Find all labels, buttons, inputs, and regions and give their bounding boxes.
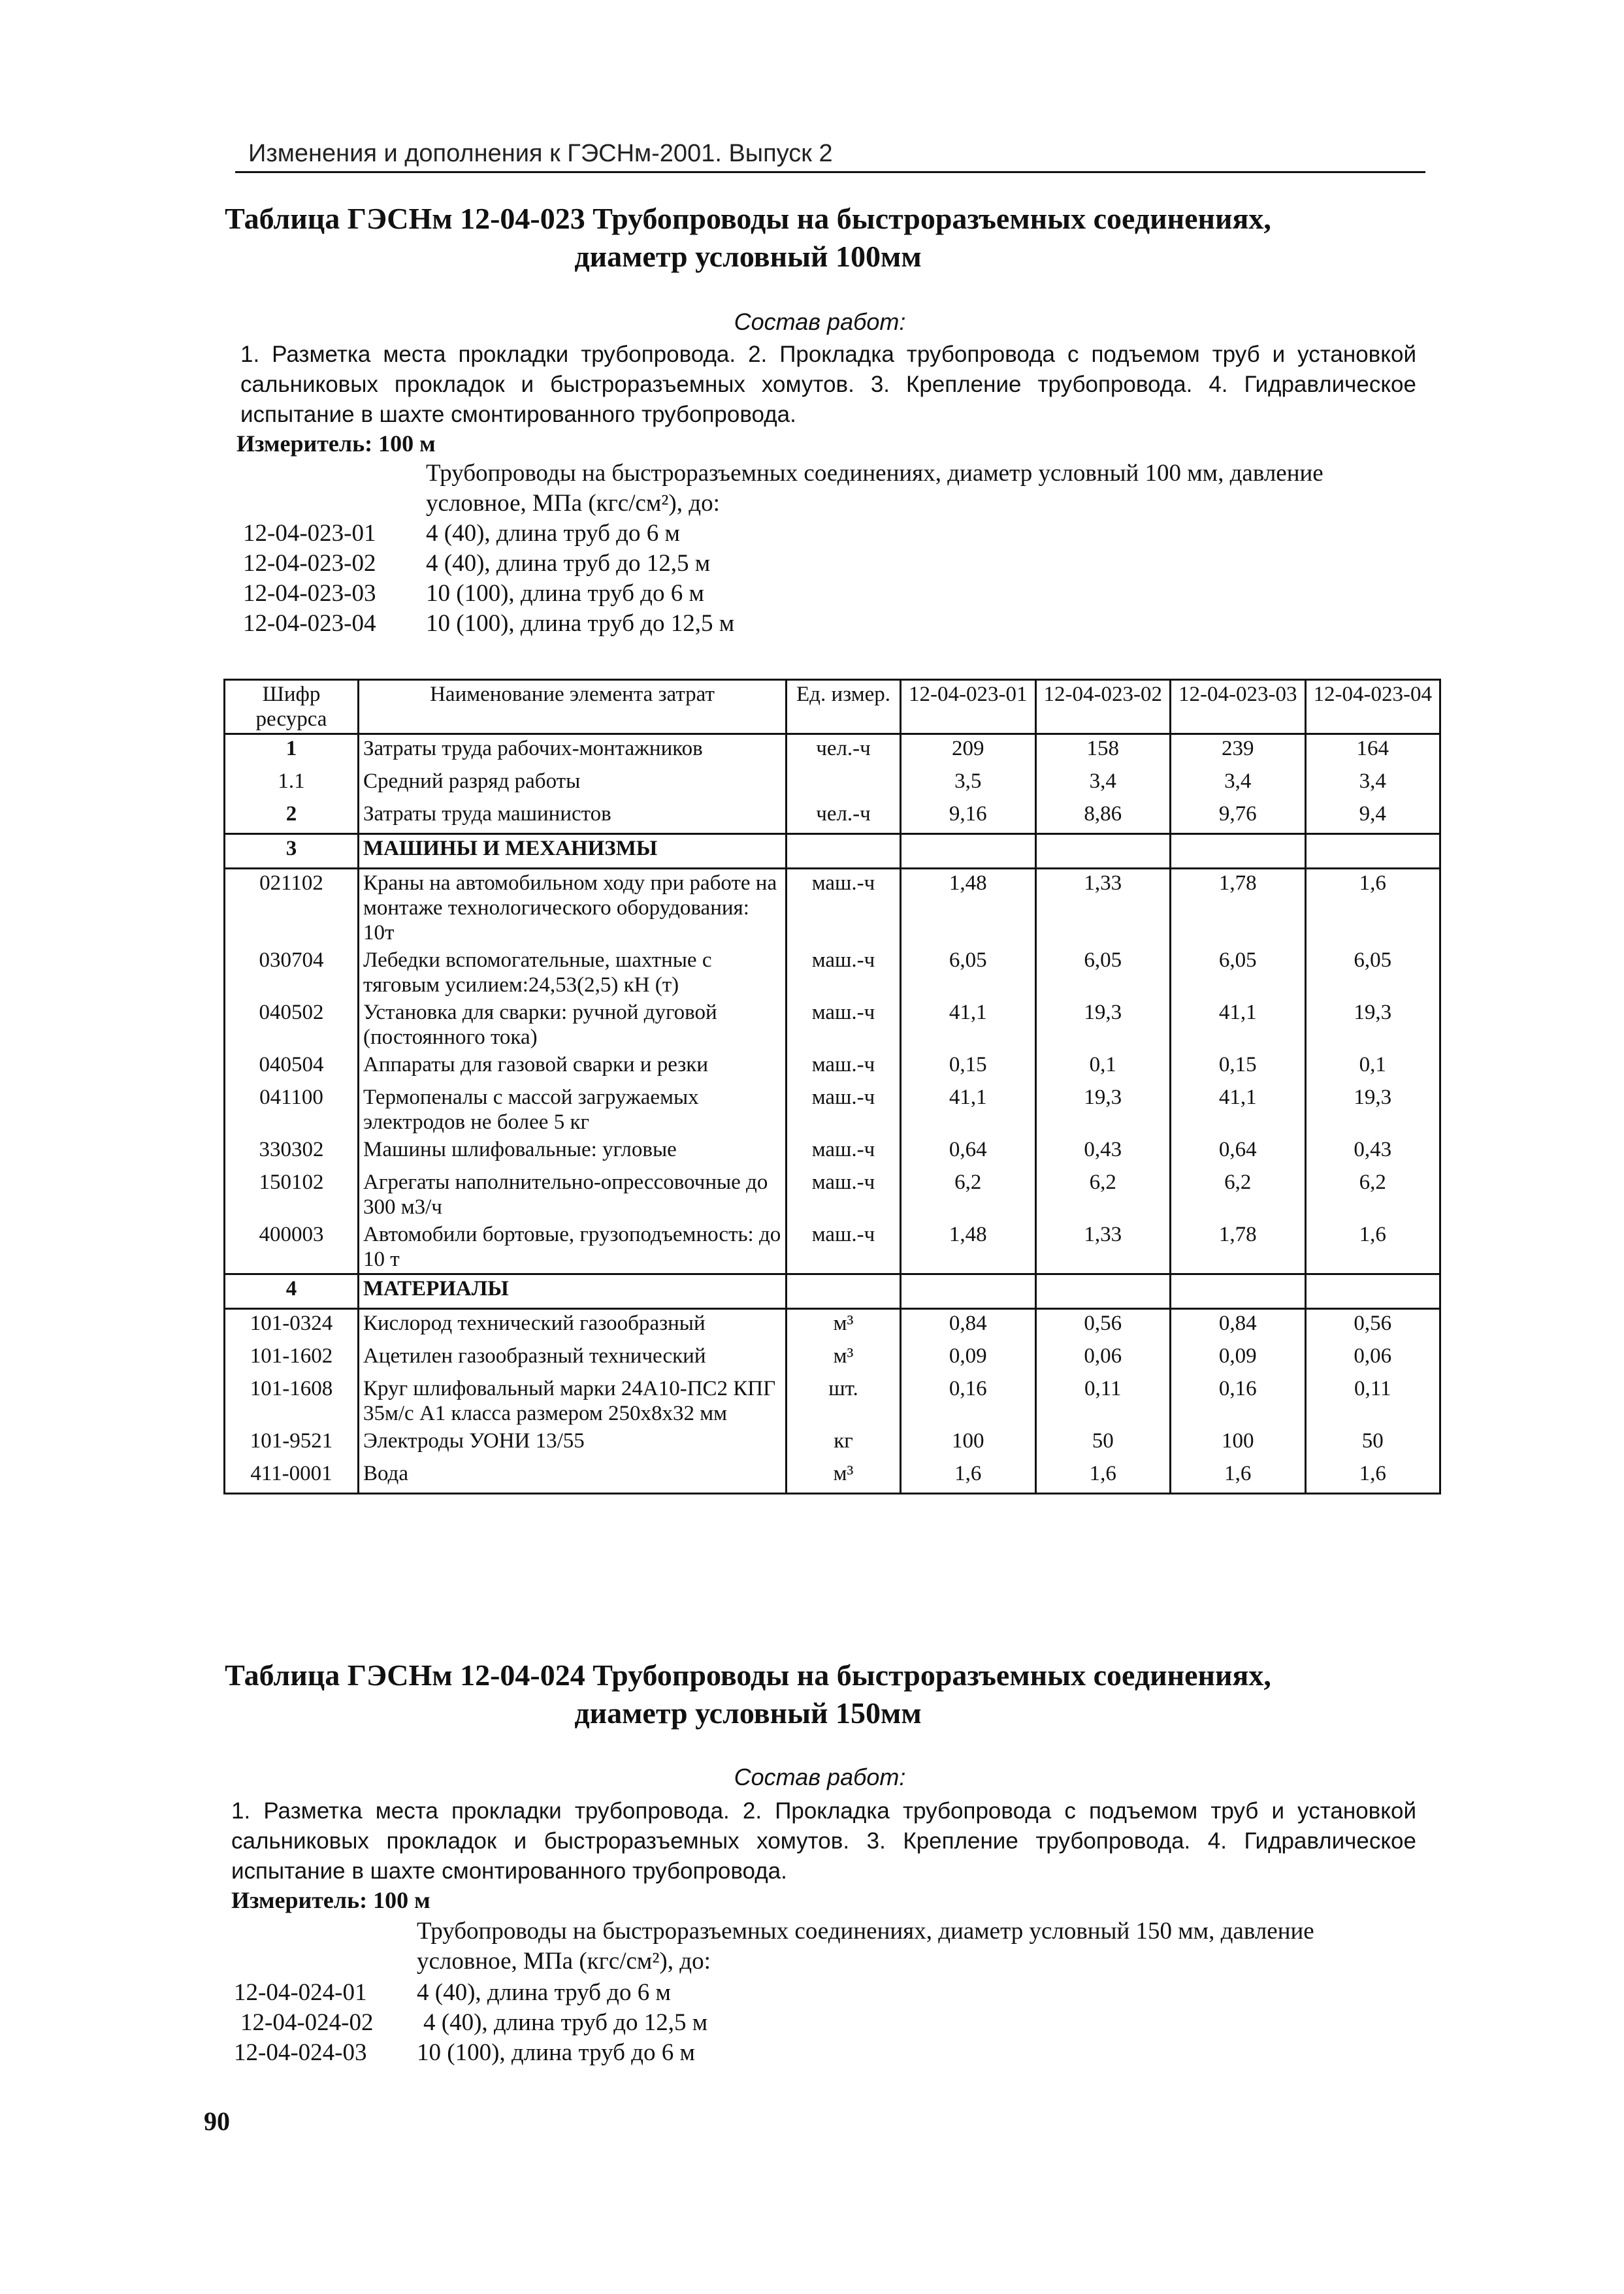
cell-name: Затраты труда машинистов [359,800,787,834]
cell-name: Кислород технический газообразный [359,1309,787,1343]
cell-v2: 6,05 [1035,946,1171,999]
cell-v1: 0,15 [901,1051,1036,1084]
cell-v3: 100 [1171,1427,1306,1460]
cell-name: Агрегаты наполнительно-опрессовочные до 300 м3/ч [359,1169,787,1221]
table-row [225,1221,1440,1274]
cell-v3: 3,4 [1171,767,1306,800]
table-header-row [225,680,1440,734]
cell-v1: 6,2 [901,1169,1036,1221]
cell-code: 1 [225,734,359,768]
cell-v1: 0,16 [901,1375,1036,1427]
cell-code: 040504 [225,1051,359,1084]
cell-v3: 1,78 [1171,1221,1306,1274]
cell-unit: чел.-ч [787,800,901,834]
table2-composition-heading: Состав работ: [734,1764,906,1790]
cell-v3: 0,84 [1171,1309,1306,1343]
cell-v2: 19,3 [1035,1084,1171,1136]
cell-v4: 0,1 [1305,1051,1440,1084]
table-row [225,800,1440,834]
table1-variants-intro: Трубопроводы на быстроразъемных соединениях, диаметр условный 100 мм, давление условное, МПа (кгс/см²), до: [426,460,1324,517]
cell-v2: 1,33 [1035,1221,1171,1274]
cell-v2: 6,2 [1035,1169,1171,1221]
cell-code: 411-0001 [225,1460,359,1494]
cell-v1: 0,84 [901,1309,1036,1343]
variant-code: 12-04-023-01 [243,520,376,547]
cell-code: 101-1608 [225,1375,359,1427]
variant-desc: 10 (100), длина труб до 6 м [426,580,704,607]
variant-desc: 10 (100), длина труб до 12,5 м [426,610,735,637]
cell-v2: 0,56 [1035,1309,1171,1343]
cell-v1: 9,16 [901,800,1036,834]
section-heading-machines: МАШИНЫ И МЕХАНИЗМЫ [359,834,787,869]
cell-v4: 6,05 [1305,946,1440,999]
running-header: Изменения и дополнения к ГЭСНм-2001. Выпуск 2 [248,140,833,167]
col-header-unit: Ед. измер. [787,680,901,734]
cell-unit: кг [787,1427,901,1460]
cell-name: Краны на автомобильном ходу при работе на монтаже технологического оборудования: 10т [359,869,787,947]
cell-v3 [1171,834,1306,869]
page-number: 90 [204,2107,230,2136]
table-row [225,734,1440,768]
cell-v1: 3,5 [901,767,1036,800]
cell-v4: 50 [1305,1427,1440,1460]
table1-composition-heading: Состав работ: [734,308,906,335]
table1-composition-text: 1. Разметка места прокладки трубопровода. 2. Прокладка трубопровода с подъемом труб и установкой сальниковых прокладок и быстроразъемных хомутов. 3. Крепление трубопровода. 4. Гидравлическое испытание в шахте смонтированного трубопровода. [240,342,1416,427]
cell-unit: маш.-ч [787,1136,901,1169]
table1-variant-row [243,609,734,639]
cell-v3: 6,05 [1171,946,1306,999]
variant-code: 12-04-023-02 [243,550,376,577]
cell-name: Ацетилен газообразный технический [359,1342,787,1375]
cell-v4 [1305,834,1440,869]
table2-variants-intro: Трубопроводы на быстроразъемных соединениях, диаметр условный 150 мм, давление условное, МПа (кгс/см²), до: [417,1918,1314,1975]
table-row [225,1427,1440,1460]
cell-v2: 0,1 [1035,1051,1171,1084]
cell-v2: 3,4 [1035,767,1171,800]
variant-desc: 4 (40), длина труб до 12,5 м [426,550,711,577]
variant-code: 12-04-023-04 [243,610,376,637]
cell-code: 2 [225,800,359,834]
cell-code: 101-9521 [225,1427,359,1460]
table-row [225,869,1440,947]
table-row [225,1309,1440,1343]
cell-v3: 0,09 [1171,1342,1306,1375]
table2-variant-row [234,1978,671,2008]
cell-unit: маш.-ч [787,1084,901,1136]
table-row [225,946,1440,999]
table-row [225,999,1440,1051]
cell-v4: 0,43 [1305,1136,1440,1169]
table1-title-line1: Таблица ГЭСНм 12-04-023 Трубопроводы на быстроразъемных соединениях, [225,202,1271,235]
cell-code: 101-0324 [225,1309,359,1343]
table1-variant-row [243,549,710,579]
cell-v4: 0,06 [1305,1342,1440,1375]
cell-v1: 1,48 [901,1221,1036,1274]
cell-unit: маш.-ч [787,1051,901,1084]
cell-v1: 1,48 [901,869,1036,947]
cell-code: 400003 [225,1221,359,1274]
cell-code: 1.1 [225,767,359,800]
cell-code: 330302 [225,1136,359,1169]
cell-v3: 0,64 [1171,1136,1306,1169]
col-header-v2: 12-04-023-02 [1035,680,1171,734]
variant-code: 12-04-024-03 [234,2039,367,2066]
cell-unit: маш.-ч [787,1221,901,1274]
cell-code: 150102 [225,1169,359,1221]
table1-meter-value: 100 м [378,430,436,457]
cell-v1: 6,05 [901,946,1036,999]
cell-v3: 41,1 [1171,1084,1306,1136]
resource-table [223,679,1441,1494]
cell-v4: 164 [1305,734,1440,768]
cell-v4: 6,2 [1305,1169,1440,1221]
table2-title-line2: диаметр условный 150мм [574,1696,922,1730]
header-rule [235,171,1425,173]
cell-name: Электроды УОНИ 13/55 [359,1427,787,1460]
cell-unit: маш.-ч [787,999,901,1051]
cell-code: 021102 [225,869,359,947]
cell-v3: 6,2 [1171,1169,1306,1221]
cell-v1: 1,6 [901,1460,1036,1494]
cell-unit: маш.-ч [787,1169,901,1221]
cell-v4: 1,6 [1305,1460,1440,1494]
cell-v1: 41,1 [901,999,1036,1051]
cell-unit [787,767,901,800]
cell-name: Термопеналы с массой загружаемых электродов не более 5 кг [359,1084,787,1136]
cell-v2: 19,3 [1035,999,1171,1051]
cell-v3: 41,1 [1171,999,1306,1051]
table-row [225,1084,1440,1136]
table-section-row [225,1274,1440,1309]
cell-v1: 209 [901,734,1036,768]
cell-v3: 239 [1171,734,1306,768]
cell-code: 041100 [225,1084,359,1136]
cell-v1: 41,1 [901,1084,1036,1136]
cell-unit: м³ [787,1460,901,1494]
cell-v3: 9,76 [1171,800,1306,834]
table1-title [216,200,1280,276]
cell-v1: 0,09 [901,1342,1036,1375]
table1-title-line2: диаметр условный 100мм [574,240,922,273]
cell-name: Лебедки вспомогательные, шахтные с тяговым усилием:24,53(2,5) кН (т) [359,946,787,999]
cell-v4: 0,11 [1305,1375,1440,1427]
col-header-v1: 12-04-023-01 [901,680,1036,734]
cell-v4: 19,3 [1305,999,1440,1051]
table-row [225,1375,1440,1427]
cell-code: 030704 [225,946,359,999]
variant-desc: 4 (40), длина труб до 12,5 м [423,2009,708,2036]
cell-v2: 1,6 [1035,1460,1171,1494]
cell-code: 4 [225,1274,359,1309]
cell-code: 040502 [225,999,359,1051]
table-row [225,1051,1440,1084]
cell-v2 [1035,1274,1171,1309]
cell-v1 [901,834,1036,869]
cell-v3: 0,16 [1171,1375,1306,1427]
table2-variant-row [240,2008,707,2038]
cell-unit: маш.-ч [787,869,901,947]
cell-code: 101-1602 [225,1342,359,1375]
table2-title [216,1656,1280,1732]
cell-v1 [901,1274,1036,1309]
cell-name: Установка для сварки: ручной дуговой (постоянного тока) [359,999,787,1051]
table1-meter-label: Измеритель: [236,430,373,457]
table1-variant-row [243,519,680,549]
cell-v3: 1,78 [1171,869,1306,947]
cell-name: Затраты труда рабочих-монтажников [359,734,787,768]
cell-name: Автомобили бортовые, грузоподъемность: до 10 т [359,1221,787,1274]
table-row [225,767,1440,800]
cell-unit: маш.-ч [787,946,901,999]
cell-unit [787,1274,901,1309]
cell-unit [787,834,901,869]
table-row [225,1136,1440,1169]
cell-unit: м³ [787,1342,901,1375]
cell-code: 3 [225,834,359,869]
col-header-code: Шифр ресурса [225,680,359,734]
cell-v1: 100 [901,1427,1036,1460]
col-header-name: Наименование элемента затрат [359,680,787,734]
variant-code: 12-04-023-03 [243,580,376,607]
cell-v3 [1171,1274,1306,1309]
cell-unit: шт. [787,1375,901,1427]
cell-v2: 1,33 [1035,869,1171,947]
cell-v2: 0,43 [1035,1136,1171,1169]
cell-name: Вода [359,1460,787,1494]
cell-v2: 0,11 [1035,1375,1171,1427]
table-row [225,1169,1440,1221]
cell-v4: 3,4 [1305,767,1440,800]
cell-v2 [1035,834,1171,869]
cell-v4: 19,3 [1305,1084,1440,1136]
variant-desc: 4 (40), длина труб до 6 м [417,1979,671,2006]
table2-meter-label: Измеритель: [231,1887,368,1913]
cell-v3: 0,15 [1171,1051,1306,1084]
table-row [225,1342,1440,1375]
cell-v3: 1,6 [1171,1460,1306,1494]
table2-variant-row [234,2038,695,2068]
cell-unit: м³ [787,1309,901,1343]
cell-unit: чел.-ч [787,734,901,768]
variant-desc: 4 (40), длина труб до 6 м [426,520,680,547]
col-header-v3: 12-04-023-03 [1171,680,1306,734]
cell-name: Средний разряд работы [359,767,787,800]
cell-v2: 50 [1035,1427,1171,1460]
cell-v4: 1,6 [1305,1221,1440,1274]
table1-meter [236,430,436,457]
table2-title-line1: Таблица ГЭСНм 12-04-024 Трубопроводы на быстроразъемных соединениях, [225,1658,1271,1692]
table-row [225,1460,1440,1494]
table1-variant-row [243,579,704,609]
table2-meter [231,1886,430,1914]
table-section-row [225,834,1440,869]
cell-v4 [1305,1274,1440,1309]
cell-v4: 9,4 [1305,800,1440,834]
section-heading-materials: МАТЕРИАЛЫ [359,1274,787,1309]
cell-v1: 0,64 [901,1136,1036,1169]
cell-v2: 8,86 [1035,800,1171,834]
table2-composition-text: 1. Разметка места прокладки трубопровода. 2. Прокладка трубопровода с подъемом труб и установкой сальниковых прокладок и быстроразъемных хомутов. 3. Крепление трубопровода. 4. Гидравлическое испытание в шахте смонтированного трубопровода. [231,1798,1416,1884]
col-header-v4: 12-04-023-04 [1305,680,1440,734]
cell-name: Круг шлифовальный марки 24А10-ПС2 КПГ 35м/с А1 класса размером 250х8х32 мм [359,1375,787,1427]
variant-code: 12-04-024-02 [240,2009,374,2036]
cell-v4: 1,6 [1305,869,1440,947]
table2-meter-value: 100 м [373,1887,430,1913]
variant-desc: 10 (100), длина труб до 6 м [417,2039,695,2066]
variant-code: 12-04-024-01 [234,1979,367,2006]
cell-v2: 0,06 [1035,1342,1171,1375]
cell-v4: 0,56 [1305,1309,1440,1343]
cell-name: Аппараты для газовой сварки и резки [359,1051,787,1084]
cell-v2: 158 [1035,734,1171,768]
cell-name: Машины шлифовальные: угловые [359,1136,787,1169]
